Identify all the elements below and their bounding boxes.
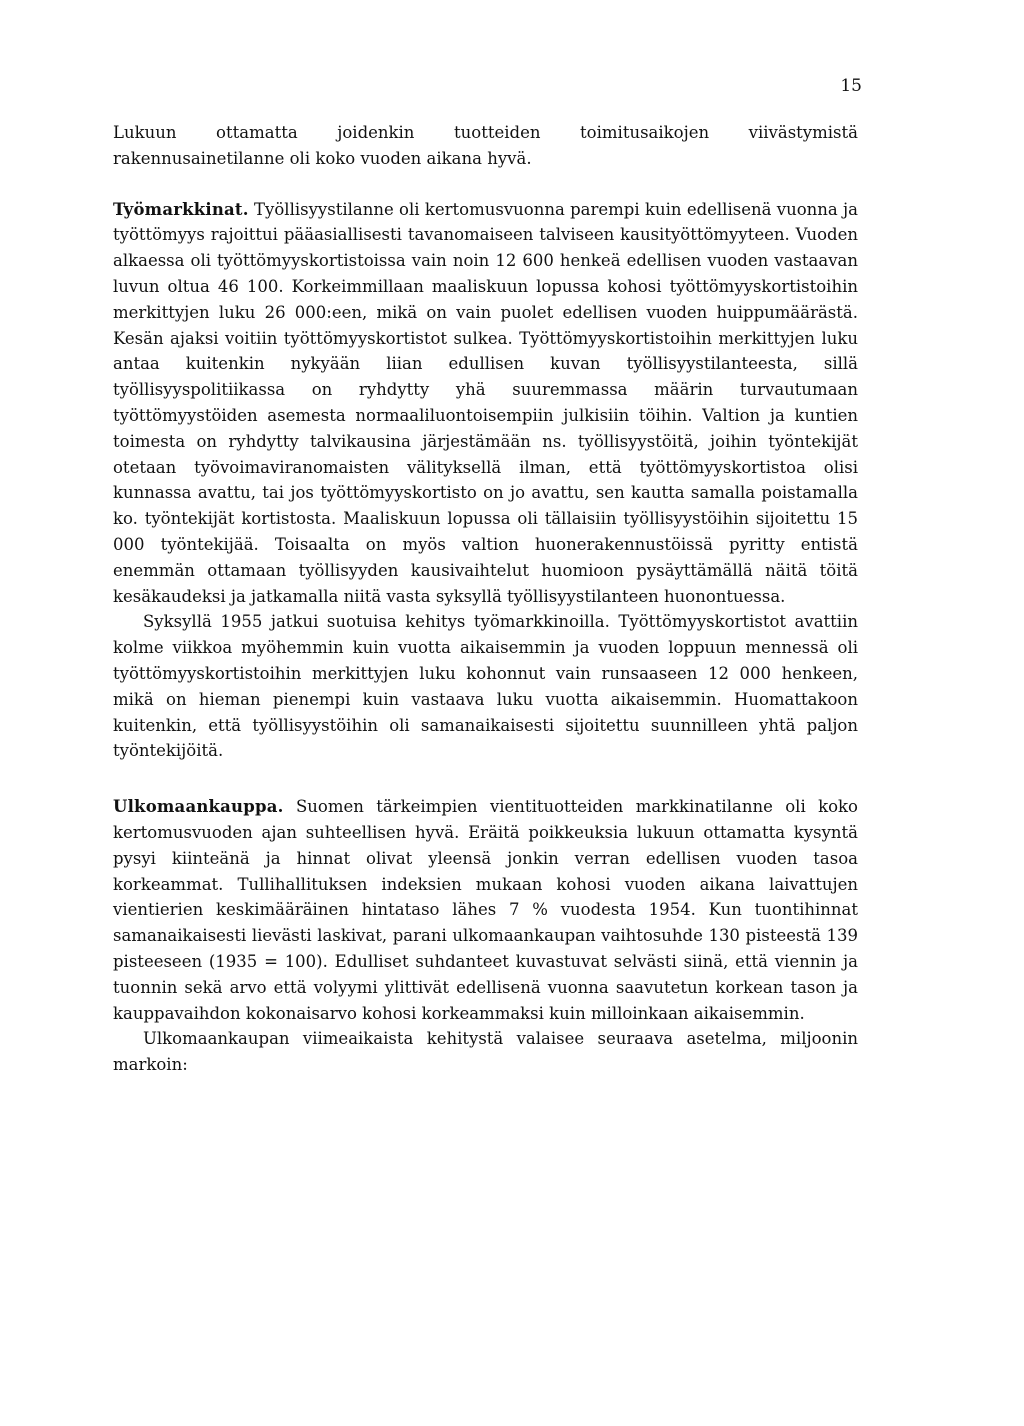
paragraph-labor-market — [113, 197, 858, 610]
section-heading-foreign-trade: Ulkomaankauppa. — [113, 797, 284, 817]
paragraph-labor-text: Työllisyystilanne oli kertomusvuonna parempi kuin edellisenä vuonna ja työttömyys rajoittui pääasiallisesti tavanomaiseen talviseen kausityöttömyyteen. Vuoden alkaessa oli työttömyyskortistoissa vain noin 12 600 henkeä edellisen vuoden vastaavan luvun oltua 46 100. Korkeimmillaan maaliskuun lopussa kohosi työttömyyskortistoihin merkittyjen luku 26 000:een, mikä on vain puolet edellisen vuoden huippumäärästä. Kesän ajaksi voitiin työttömyyskortistot sulkea. Työttömyyskortistoihin merkittyjen luku antaa kuitenkin nykyään liian edullisen kuvan työllisyystilanteesta, sillä työllisyyspolitiikassa on ryhdytty yhä suuremmassa määrin turvautumaan työttömyystöiden asemesta normaaliluontoisempiin julkisiin töihin. Valtion ja kuntien toimesta on ryhdytty talvikausina järjestämään ns. työllisyystöitä, joihin työntekijät otetaan työvoimaviranomaisten välityksellä ilman, että työttömyyskortistoa olisi kunnassa avattu, tai jos työttömyyskortisto on jo avattu, sen kautta samalla poistamalla ko. työntekijät kortistosta. Maaliskuun lopussa oli tällaisiin työllisyystöihin sijoitettu 15 000 työntekijää. Toisaalta on myös valtion huonerakennustöissä pyritty entistä enemmän ottamaan työllisyyden kausivaihtelut huomioon pysäyttämällä näitä töitä kesäkaudeksi ja jatkamalla niitä vasta syksyllä työllisyystilanteen huonontuessa. — [113, 199, 859, 606]
paragraph-intro: Lukuun ottamatta joidenkin tuotteiden toimitusaikojen viivästymistä rakennusainetilanne oli koko vuoden aikana hyvä. — [113, 123, 858, 168]
page-body — [113, 120, 858, 1078]
paragraph-trade-text: Suomen tärkeimpien vientituotteiden markkinatilanne oli koko kertomusvuoden ajan suhteellisen hyvä. Eräitä poikkeuksia lukuun ottamatta kysyntä pysyi kiinteänä ja hinnat olivat yleensä jonkin verran edellisen vuoden tasoa korkeammat. Tullihallituksen indeksien mukaan kohosi vuoden aikana laivattujen vientierien keskimääräinen hintataso lähes 7 % vuodesta 1954. Kun tuontihinnat samanaikaisesti lievästi laskivat, parani ulkomaankaupan vaihtosuhde 130 pisteestä 139 pisteeseen (1935 = 100). Edulliset suhdanteet kuvastuvat selvästi siinä, että viennin ja tuonnin sekä arvo että volyymi ylittivät edellisenä vuonna saavutetun korkean tason ja kauppavaihdon kokonaisarvo kohosi korkeammaksi kuin milloinkaan aikaisemmin. — [113, 797, 858, 1023]
page-number: 15 — [840, 76, 862, 96]
paragraph-trade-table-intro: Ulkomaankaupan viimeaikaista kehitystä valaisee seuraava asetelma, miljoonin markoin: — [113, 1029, 858, 1075]
section-heading-labor-market: Työmarkkinat. — [113, 199, 249, 219]
paragraph-foreign-trade — [113, 794, 858, 1026]
paragraph-labor-autumn: Syksyllä 1955 jatkui suotuisa kehitys työmarkkinoilla. Työttömyyskortistot avattiin kolme viikkoa myöhemmin kuin vuotta aikaisemmin ja vuoden loppuun mennessä oli työttömyyskortistoihin merkittyjen luku kohonnut vain runsaaseen 12 000 henkeen, mikä on hieman pienempi kuin vastaava luku vuotta aikaisemmin. Huomattakoon kuitenkin, että työllisyystöihin oli samanaikaisesti sijoitettu suunnilleen yhtä paljon työntekijöitä. — [113, 612, 858, 761]
